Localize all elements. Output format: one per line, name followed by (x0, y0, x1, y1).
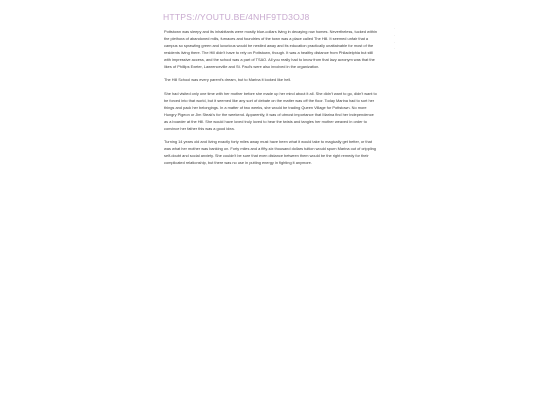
side-nav-dot-icon[interactable]: · (393, 27, 395, 31)
side-nav-dot-icon[interactable]: · (393, 47, 395, 52)
post-paragraph: Pottstown was sleepy and its inhabitants were mostly blue-collars living in decaying row homes. Nevertheless, tucked within the plethora of abandoned mills, furnaces and foundries of the town was a place called The Hill. It seemed unfair that a campus so sprawling green and luxurious would be nestled away and its education practically unattainable for most of the residents living there. The Hill didn't have to rely on Pottstown, though. It was a healthy distance from Philadelphia but still with impressive access, and the school was a part of TSAO. All you really had to know from that lazy acronym was that the likes of Phillips Exeter, Lawrenceville and St. Paul's were also involved in the organization. (164, 29, 378, 69)
side-nav-dot-icon[interactable]: · (393, 40, 395, 45)
side-nav (393, 27, 396, 53)
side-nav-dot-icon[interactable]: · (393, 33, 395, 38)
post-body (164, 29, 378, 174)
post-title-link[interactable]: HTTPS://YOUTU.BE/4NHF9TD3OJ8 (163, 12, 310, 22)
post-paragraph: The Hill School was every parent's dream, but to Marina it looked like hell. (164, 77, 292, 83)
post-paragraph: She had visited only one time with her mother before she made up her mind about it all. She didn't want to go, didn't want to be forced into that world, but it seemed like any sort of debate on the matter was off the floor. Today Marina had to sort her things and pack her belongings. In a matter of two weeks, she would be trading Queen Village for Pottstown. No more Hungry Pigeon or Jim Steak's for the weekend. Apparently, it was of utmost importance that Marina find her independence as a boarder at the Hill. She would have loved truly loved to hear the twists and tangles her mother weaved in order to convince her father this was a good idea. (164, 91, 377, 131)
post-paragraph: Turning 14 years old and living exactly forty miles away must have been what it would take to magically get better, or that was what her mother was banking on. Forty miles and a fifty-six thousand dollars tuition would spurn Marina out of crippling self-doubt and social anxiety. She couldn't be sure that even distance between them would be the right remedy for their complicated relationship, but there was no use in putting energy in fighting it anymore. (164, 139, 376, 166)
